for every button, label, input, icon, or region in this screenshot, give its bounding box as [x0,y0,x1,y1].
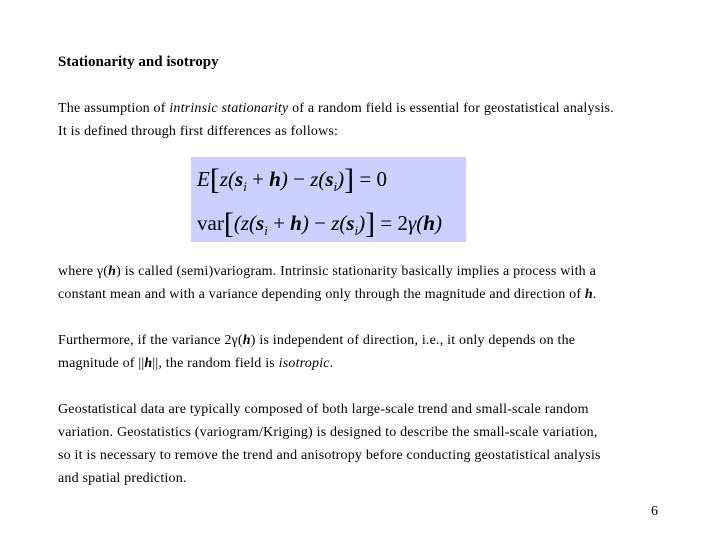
intro-paragraph [58,97,698,143]
geostat-line-4: and spatial prediction. [58,471,187,486]
h-vector-2: h [584,287,593,302]
h-vector-4: h [144,356,153,371]
isotropic-term: isotropic [278,356,330,371]
variogram-paragraph [58,260,698,306]
isotropy-paragraph [58,329,698,375]
gamma-symbol: γ( [96,264,109,279]
isotropy-end: . [329,356,334,371]
isotropy-line-2 [58,352,698,375]
intro-line-2: It is defined through first differences as follows: [58,124,339,139]
isotropy-text-c: magnitude of || [58,356,145,371]
geostat-line-1: Geostatistical data are typically composed of both large-scale trend and small-scale random [58,402,589,417]
geostat-line-2: variation. Geostatistics (variogram/Kriging) is designed to describe the small-scale variation, [58,425,598,440]
equation-box [191,157,466,242]
equation-expectation: $E[z(s_i + h) - z(s_i)] = 0$ [197,163,388,196]
variogram-text-a: where [58,264,97,279]
h-vector-3: h [242,333,251,348]
isotropy-text-d: ||, the random field is [152,356,279,371]
geostat-line-3: so it is necessary to remove the trend and anisotropy before conducting geostatistical analysis [58,448,601,463]
intro-line-1 [58,97,698,120]
gamma-symbol-2: γ( [231,333,243,348]
equation-variance: $var[(z(s_i + h) - z(s_i)] = 2\gamma(h)$ [197,207,442,240]
variogram-line-1 [58,260,698,283]
variogram-text-c: constant mean and with a variance depending only through the magnitude and direction of [58,287,585,302]
page-number: 6 [651,504,658,519]
intro-text-b: of a random field is essential for geostatistical analysis. [288,101,614,116]
isotropy-text-a: Furthermore, if the variance 2 [58,333,232,348]
variogram-end: . [592,287,597,302]
geostatistics-paragraph [58,398,698,490]
h-vector: h [108,264,117,279]
variogram-line-2 [58,283,698,306]
isotropy-text-b: ) is independent of direction, i.e., it only depends on the [250,333,576,348]
variogram-text-b: ) is called (semi)variogram. Intrinsic stationarity basically implies a process with a [116,264,596,279]
intrinsic-stationarity-term: intrinsic stationarity [169,101,289,116]
intro-text-a: The assumption of [58,101,170,116]
isotropy-line-1 [58,329,698,352]
page-title: Stationarity and isotropy [58,54,219,70]
